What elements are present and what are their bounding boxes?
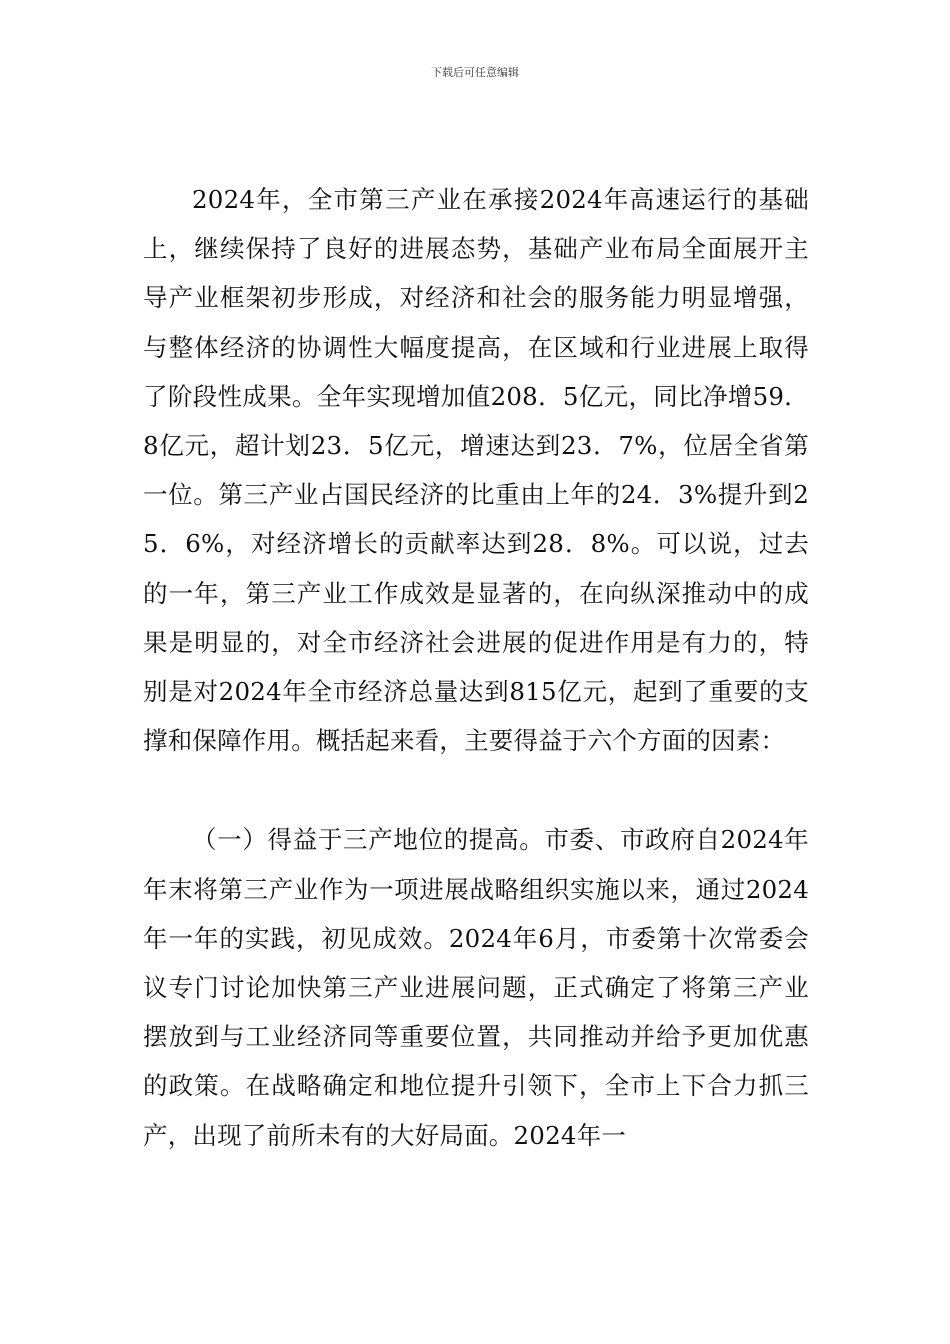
document-body [143,175,809,1160]
page-header-note: 下载后可任意编辑 [431,66,519,79]
paragraph-summary: 2024年，全市第三产业在承接2024年高速运行的基础上，继续保持了良好的进展态势，基础产业布局全面展开主导产业框架初步形成，对经济和社会的服务能力明显增强，与整体经济的协调性大幅度提高，在区域和行业进展上取得了阶段性成果。全年实现增加值208．5亿元，同比净增59．8亿元，超计划23．5亿元，增速达到23．7%，位居全省第一位。第三产业占国民经济的比重由上年的24．3%提升到25．6%，对经济增长的贡献率达到28．8%。可以说，过去的一年，第三产业工作成效是显著的，在向纵深推动中的成果是明显的，对全市经济社会进展的促进作用是有力的，特别是对2024年全市经济总量达到815亿元，起到了重要的支撑和保障作用。概括起来看，主要得益于六个方面的因素： [143,185,809,756]
paragraph-section-one: （一）得益于三产地位的提高。市委、市政府自2024年年末将第三产业作为一项进展战略组织实施以来，通过2024年一年的实践，初见成效。2024年6月，市委第十次常委会议专门讨论加快第三产业进展问题，正式确定了将第三产业摆放到与工业经济同等重要位置，共同推动并给予更加优惠的政策。在战略确定和地位提升引领下，全市上下合力抓三产，出现了前所未有的大好局面。2024年一 [143,825,809,1150]
